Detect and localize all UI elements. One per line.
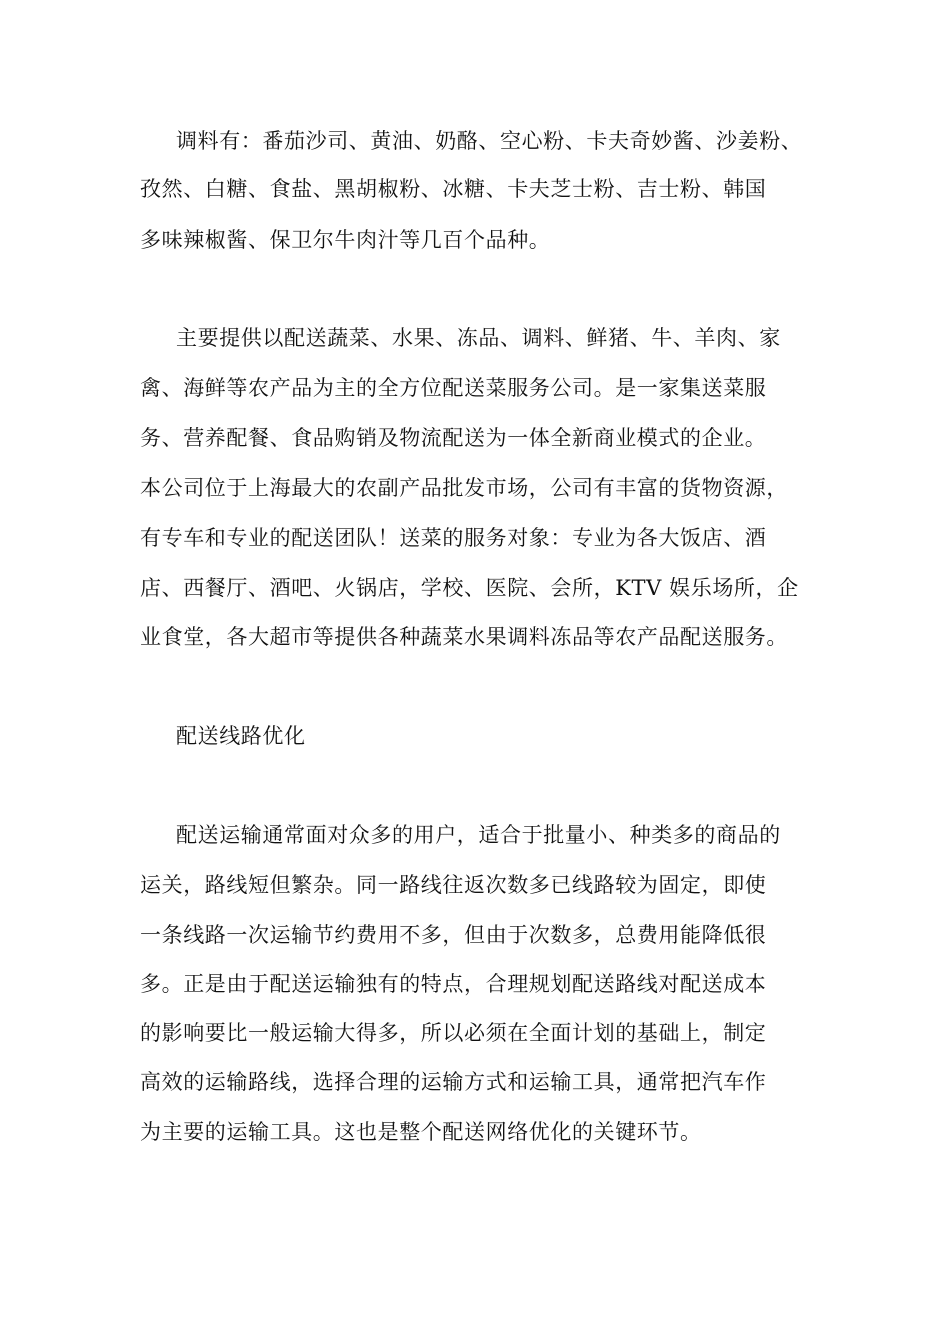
text-line: 为主要的运输工具。这也是整个配送网络优化的关键环节。 bbox=[140, 1120, 702, 1144]
text-line: 孜然、白糖、食盐、黑胡椒粉、冰糖、卡夫芝士粉、吉士粉、韩国 bbox=[140, 177, 767, 201]
text-line: 运关，路线短但繁杂。同一路线往返次数多已线路较为固定，即使 bbox=[140, 873, 767, 897]
text-line: 主要提供以配送蔬菜、水果、冻品、调料、鲜猪、牛、羊肉、家 bbox=[176, 326, 781, 350]
text-line: 配送运输通常面对众多的用户，适合于批量小、种类多的商品的 bbox=[176, 823, 781, 847]
heading-text: 配送线路优化 bbox=[176, 724, 306, 748]
text-line: 高效的运输路线，选择合理的运输方式和运输工具，通常把汽车作 bbox=[140, 1070, 767, 1094]
text-line: 店、西餐厅、酒吧、火锅店，学校、医院、会所，KTV 娱乐场所，企 bbox=[140, 576, 799, 600]
text-line: 禽、海鲜等农产品为主的全方位配送菜服务公司。是一家集送菜服 bbox=[140, 376, 767, 400]
text-line: 多味辣椒酱、保卫尔牛肉汁等几百个品种。 bbox=[140, 228, 551, 252]
text-line: 的影响要比一般运输大得多，所以必须在全面计划的基础上，制定 bbox=[140, 1021, 767, 1045]
text-line: 有专车和专业的配送团队！送菜的服务对象：专业为各大饭店、酒 bbox=[140, 526, 767, 550]
text-line: 一条线路一次运输节约费用不多，但由于次数多，总费用能降低很 bbox=[140, 923, 767, 947]
text-line: 调料有：番茄沙司、黄油、奶酪、空心粉、卡夫奇妙酱、沙姜粉、 bbox=[176, 129, 803, 153]
text-line: 业食堂，各大超市等提供各种蔬菜水果调料冻品等农产品配送服务。 bbox=[140, 625, 788, 649]
text-line: 务、营养配餐、食品购销及物流配送为一体全新商业模式的企业。 bbox=[140, 426, 767, 450]
text-line: 本公司位于上海最大的农副产品批发市场，公司有丰富的货物资源， bbox=[140, 476, 788, 500]
text-line: 多。正是由于配送运输独有的特点，合理规划配送路线对配送成本 bbox=[140, 972, 767, 996]
